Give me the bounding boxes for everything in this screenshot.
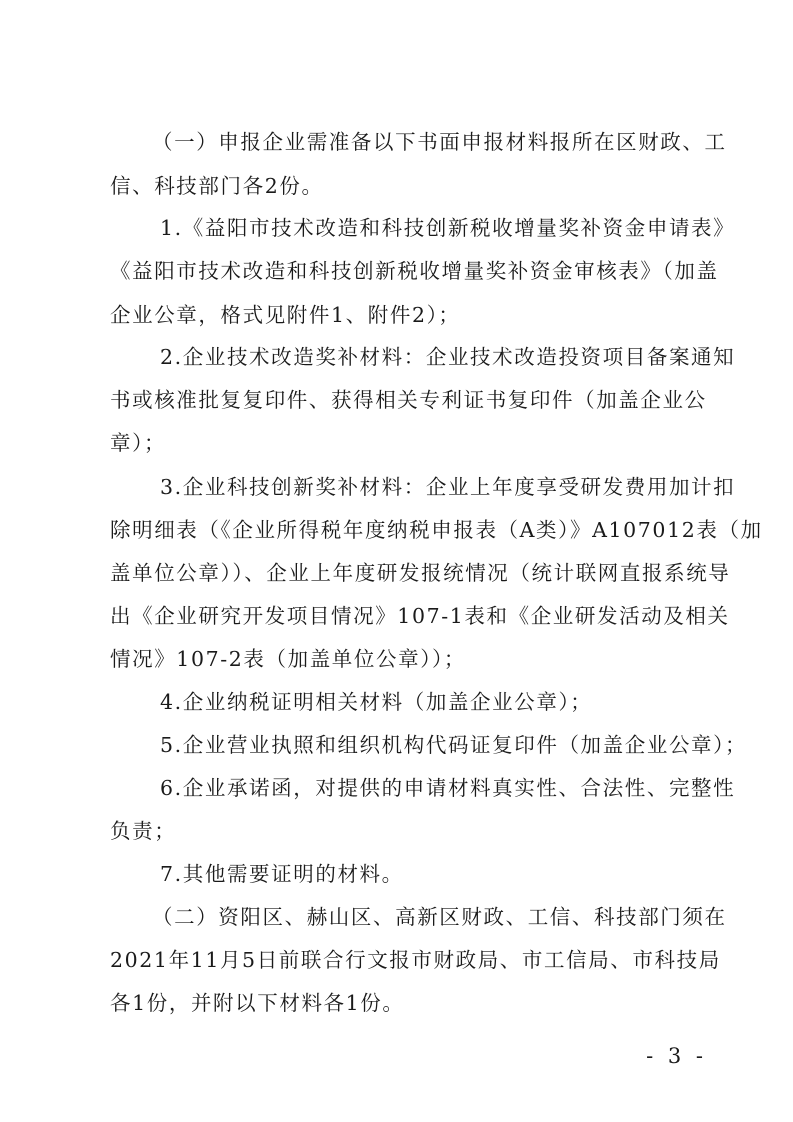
paragraph-line: 7.其他需要证明的材料。 [160,862,404,886]
paragraph-line: （二）资阳区、赫山区、高新区财政、工信、科技部门须在 [152,905,727,929]
paragraph-line: 章）； [110,431,167,455]
paragraph-line: 负责； [110,819,177,843]
paragraph-line: 6.企业承诺函，对提供的申请材料真实性、合法性、完整性 [160,776,736,800]
paragraph-line: 书或核准批复复印件、获得相关专利证书复印件（加盖企业公 [110,388,707,412]
paragraph-line: 2021年11月5日前联合行文报市财政局、市工信局、市科技局 [110,948,721,972]
page-number: - 3 - [646,1044,707,1068]
paragraph-line: 信、科技部门各2份。 [110,174,324,198]
paragraph-line: 除明细表（《企业所得税年度纳税申报表（A类）》A107012表（加 [110,518,763,542]
paragraph-line: （一）申报企业需准备以下书面申报材料报所在区财政、工 [152,130,727,154]
paragraph-line: 《益阳市技术改造和科技创新税收增量奖补资金审核表》（加盖 [110,259,719,283]
paragraph-line: 4.企业纳税证明相关材料（加盖企业公章）； [160,690,593,714]
paragraph-line: 情况》107-2表（加盖单位公章））； [110,647,466,671]
paragraph-line: 企业公章，格式见附件1、附件2）； [110,303,461,327]
paragraph-line: 3.企业科技创新奖补材料：企业上年度享受研发费用加计扣 [160,475,736,499]
paragraph-line: 1.《益阳市技术改造和科技创新税收增量奖补资金申请表》 [160,216,736,240]
paragraph-line: 2.企业技术改造奖补材料：企业技术改造投资项目备案通知 [160,345,736,369]
paragraph-line: 出《企业研究开发项目情况》107-1表和《企业研发活动及相关 [110,604,730,628]
paragraph-line: 各1份，并附以下材料各1份。 [110,991,405,1015]
paragraph-line: 5.企业营业执照和组织机构代码证复印件（加盖企业公章）； [160,733,748,757]
paragraph-line: 盖单位公章））、企业上年度研发报统情况（统计联网直报系统导 [110,561,731,585]
